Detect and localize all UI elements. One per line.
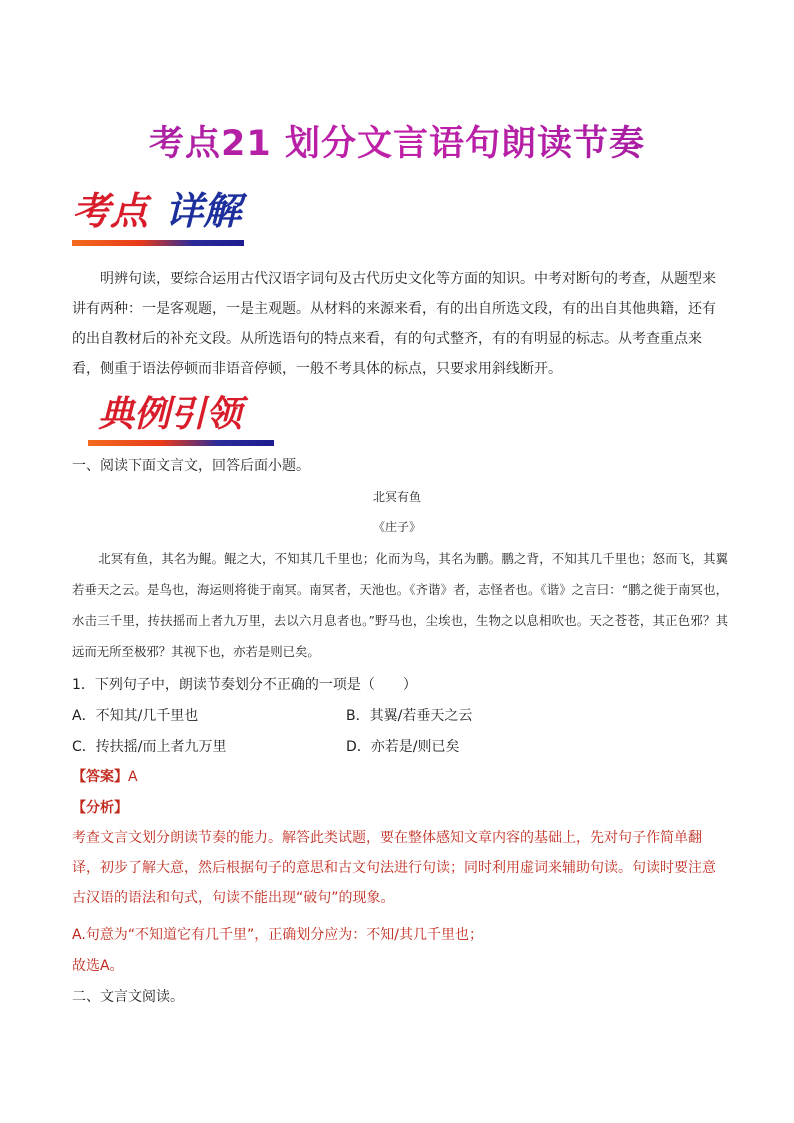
analysis-line2: A.句意为“不知道它有几千里”，正确划分应为：不知/其几千里也；: [72, 927, 484, 943]
passage-source: 《庄子》: [372, 520, 421, 534]
banner-text-part2: 详解: [165, 188, 242, 233]
section1-heading: 一、阅读下面文言文，回答后面小题。: [72, 458, 310, 474]
analysis-text: 考查文言文划分朗读节奏的能力。解答此类试题，要在整体感知文章内容的基础上，先对句子作简单翻译，初步了解大意，然后根据句子的意思和古文句法进行句读；同时利用虚词来辅助句读。句读时要注意古汉语的语法和句式，句读不能出现“破句”的现象。: [72, 830, 716, 906]
answer-line: [72, 766, 138, 786]
option-c: C．抟扶摇/而上者九万里: [72, 739, 227, 755]
option-b: B．其翼/若垂天之云: [346, 708, 473, 724]
page-title: 考点21 划分文言语句朗读节奏: [0, 116, 794, 166]
banner-text-part1: 考点: [72, 188, 149, 233]
option-d: D．亦若是/则已矣: [346, 739, 460, 755]
intro-text: 明辨句读，要综合运用古代汉语字词句及古代历史文化等方面的知识。中考对断句的考查，从题型来讲有两种：一是客观题，一是主观题。从材料的来源来看，有的出自所选文段，有的出自其他典籍，还有的出自教材后的补充文段。从所选语句的特点来看，有的句式整齐，有的有明显的标志。从考查重点来看，侧重于语法停顿而非语音停顿，一般不考具体的标点，只要求用斜线断开。: [72, 271, 716, 377]
passage-title: 北冥有鱼: [372, 490, 421, 504]
answer-label: 【答案】: [72, 769, 128, 785]
passage-text: 北冥有鱼，其名为鲲。鲲之大，不知其几千里也；化而为鸟，其名为鹏。鹏之背，不知其几千里也；怒而飞，其翼若垂天之云。是鸟也，海运则将徙于南冥。南冥者，天池也。《齐谐》者，志怪者也。《谐》之言曰：“鹏之徙于南冥也，水击三千里，抟扶摇而上者九万里，去以六月息者也。”野马也，尘埃也，生物之以息相吹也。天之苍苍，其正色邪？其远而无所至极邪？其视下也，亦若是则已矣。: [72, 551, 728, 659]
analysis-label: 【分析】: [72, 800, 128, 816]
banner2-underline: [88, 440, 274, 446]
section-banner-kaodian-xiangjie: [72, 188, 242, 233]
intro-paragraph: [72, 264, 726, 384]
question-stem: 1．下列句子中，朗读节奏划分不正确的一项是（ ）: [72, 677, 417, 693]
banner2-text: 典例引领: [98, 393, 243, 435]
section-banner-dianli-yinling: [98, 393, 243, 435]
answer-value: A: [128, 769, 138, 785]
passage-body: [72, 543, 728, 667]
analysis-line3: 故选A。: [72, 958, 124, 974]
option-a: A．不知其/几千里也: [72, 708, 199, 724]
section2-heading: 二、文言文阅读。: [72, 989, 184, 1005]
banner-underline: [72, 240, 244, 246]
